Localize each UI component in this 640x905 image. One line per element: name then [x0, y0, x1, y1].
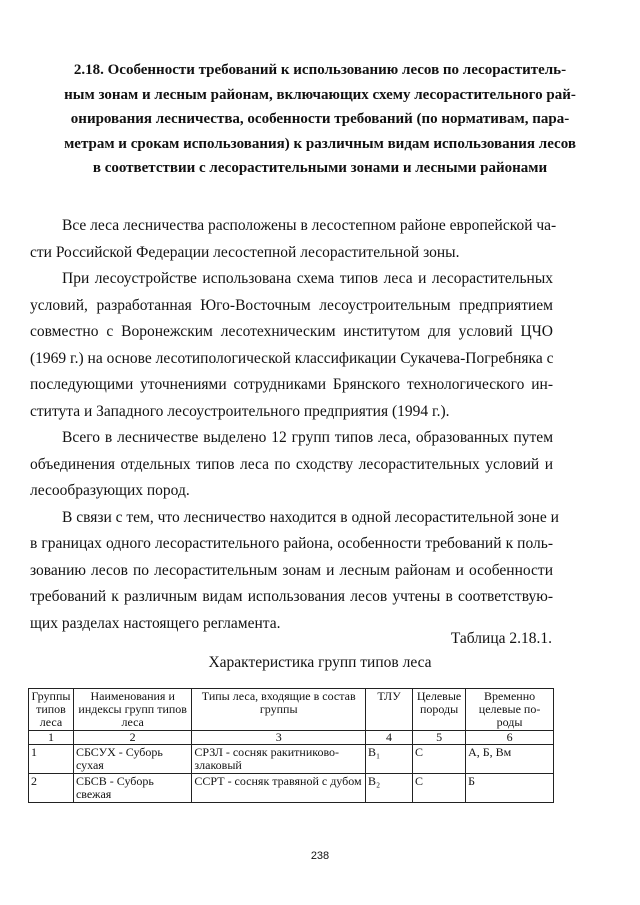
page-number: 238	[310, 850, 330, 862]
table-cell: В₂	[366, 774, 413, 803]
table-cell: СБСУХ - Суборь сухая	[73, 745, 191, 774]
table-cell: А, Б, Вм	[466, 745, 554, 774]
paragraph-line: В связи с тем, что лесничество находится в одной лесорастительной зоне и	[62, 508, 559, 526]
paragraph-line: (1969 г.) на основе лесотипологической классификации Сукачева-Погребняка с	[30, 349, 554, 367]
table-cell: С	[413, 745, 466, 774]
section-heading	[40, 58, 600, 181]
table-cell: ССРТ - сосняк травяной с дубом	[192, 774, 366, 803]
table-cell: В₁	[366, 745, 413, 774]
column-number: 1	[29, 731, 74, 745]
table-cell: СРЗЛ - сосняк ракитниково-злаковый	[192, 745, 366, 774]
paragraph-line: При лесоустройстве использована схема типов леса и лесорастительных	[62, 270, 553, 287]
forest-types-table	[28, 688, 554, 803]
paragraph-line: требований к различным видам использования лесов учтены в соответствую-	[30, 588, 553, 605]
header-cell: Типы леса, входящие в состав группы	[192, 689, 366, 731]
heading-line: метрам и срокам использования) к различным видам использования лесов	[64, 135, 576, 152]
header-cell: Целевые породы	[413, 689, 466, 731]
column-number: 5	[413, 731, 466, 745]
column-number: 2	[73, 731, 191, 745]
table-title: Характеристика групп типов леса	[208, 654, 432, 671]
table-header-row	[29, 689, 554, 731]
paragraph-line: последующими уточнениями сотрудниками Брянского технологического ин-	[30, 376, 553, 393]
header-cell: Наименования и индексы групп типов леса	[73, 689, 191, 731]
paragraph-line: щих разделах настоящего регламента.	[30, 614, 281, 632]
paragraph-line: совместно с Воронежским лесотехническим институтом для условий ЦЧО	[30, 323, 553, 340]
paragraph-line: в границах одного лесорастительного района, особенности требований к поль-	[30, 535, 553, 552]
table-cell: СБСВ - Суборь свежая	[73, 774, 191, 803]
paragraph-line: Все леса лесничества расположены в лесостепном районе европейской ча-	[62, 217, 557, 234]
paragraph-line: лесообразующих пород.	[30, 482, 190, 499]
table-cell: 2	[29, 774, 74, 803]
paragraph-line: сти Российской Федерации лесостепной лесорастительной зоны.	[30, 243, 460, 261]
paragraph-line: Всего в лесничестве выделено 12 групп типов леса, образованных путем	[62, 429, 553, 446]
paragraph-line: условий, разработанная Юго-Восточным лесоустроительным предприятием	[30, 296, 553, 314]
header-cell: Группы типов леса	[29, 689, 74, 731]
paragraph-line: ститута и Западного лесоустроительного предприятия (1994 г.).	[30, 402, 450, 420]
column-number: 6	[466, 731, 554, 745]
table-cell: 1	[29, 745, 74, 774]
body-text	[30, 213, 559, 637]
table-cell: С	[413, 774, 466, 803]
heading-line: 2.18. Особенности требований к использованию лесов по лесораститель-	[73, 62, 567, 78]
heading-line: онирования лесничества, особенности требований (по нормативам, пара-	[70, 111, 570, 127]
column-number: 4	[366, 731, 413, 745]
table-reference: Таблица 2.18.1.	[450, 630, 552, 647]
table-row	[29, 745, 554, 774]
column-number-row	[29, 731, 554, 745]
header-cell: ТЛУ	[366, 689, 413, 731]
heading-line: в соответствии с лесорастительными зонами и лесными районами	[92, 160, 548, 176]
paragraph-line: объединения отдельных типов леса по сходству лесорастительных условий и	[30, 455, 553, 473]
table-cell: Б	[466, 774, 554, 803]
heading-line: ным зонам и лесным районам, включающих схему лесорастительного рай-	[64, 86, 576, 103]
paragraph-line: зованию лесов по лесорастительным зонам и лесным районам и особенности	[30, 561, 553, 579]
column-number: 3	[192, 731, 366, 745]
header-cell: Временно целевые по-роды	[466, 689, 554, 731]
table-row	[29, 774, 554, 803]
